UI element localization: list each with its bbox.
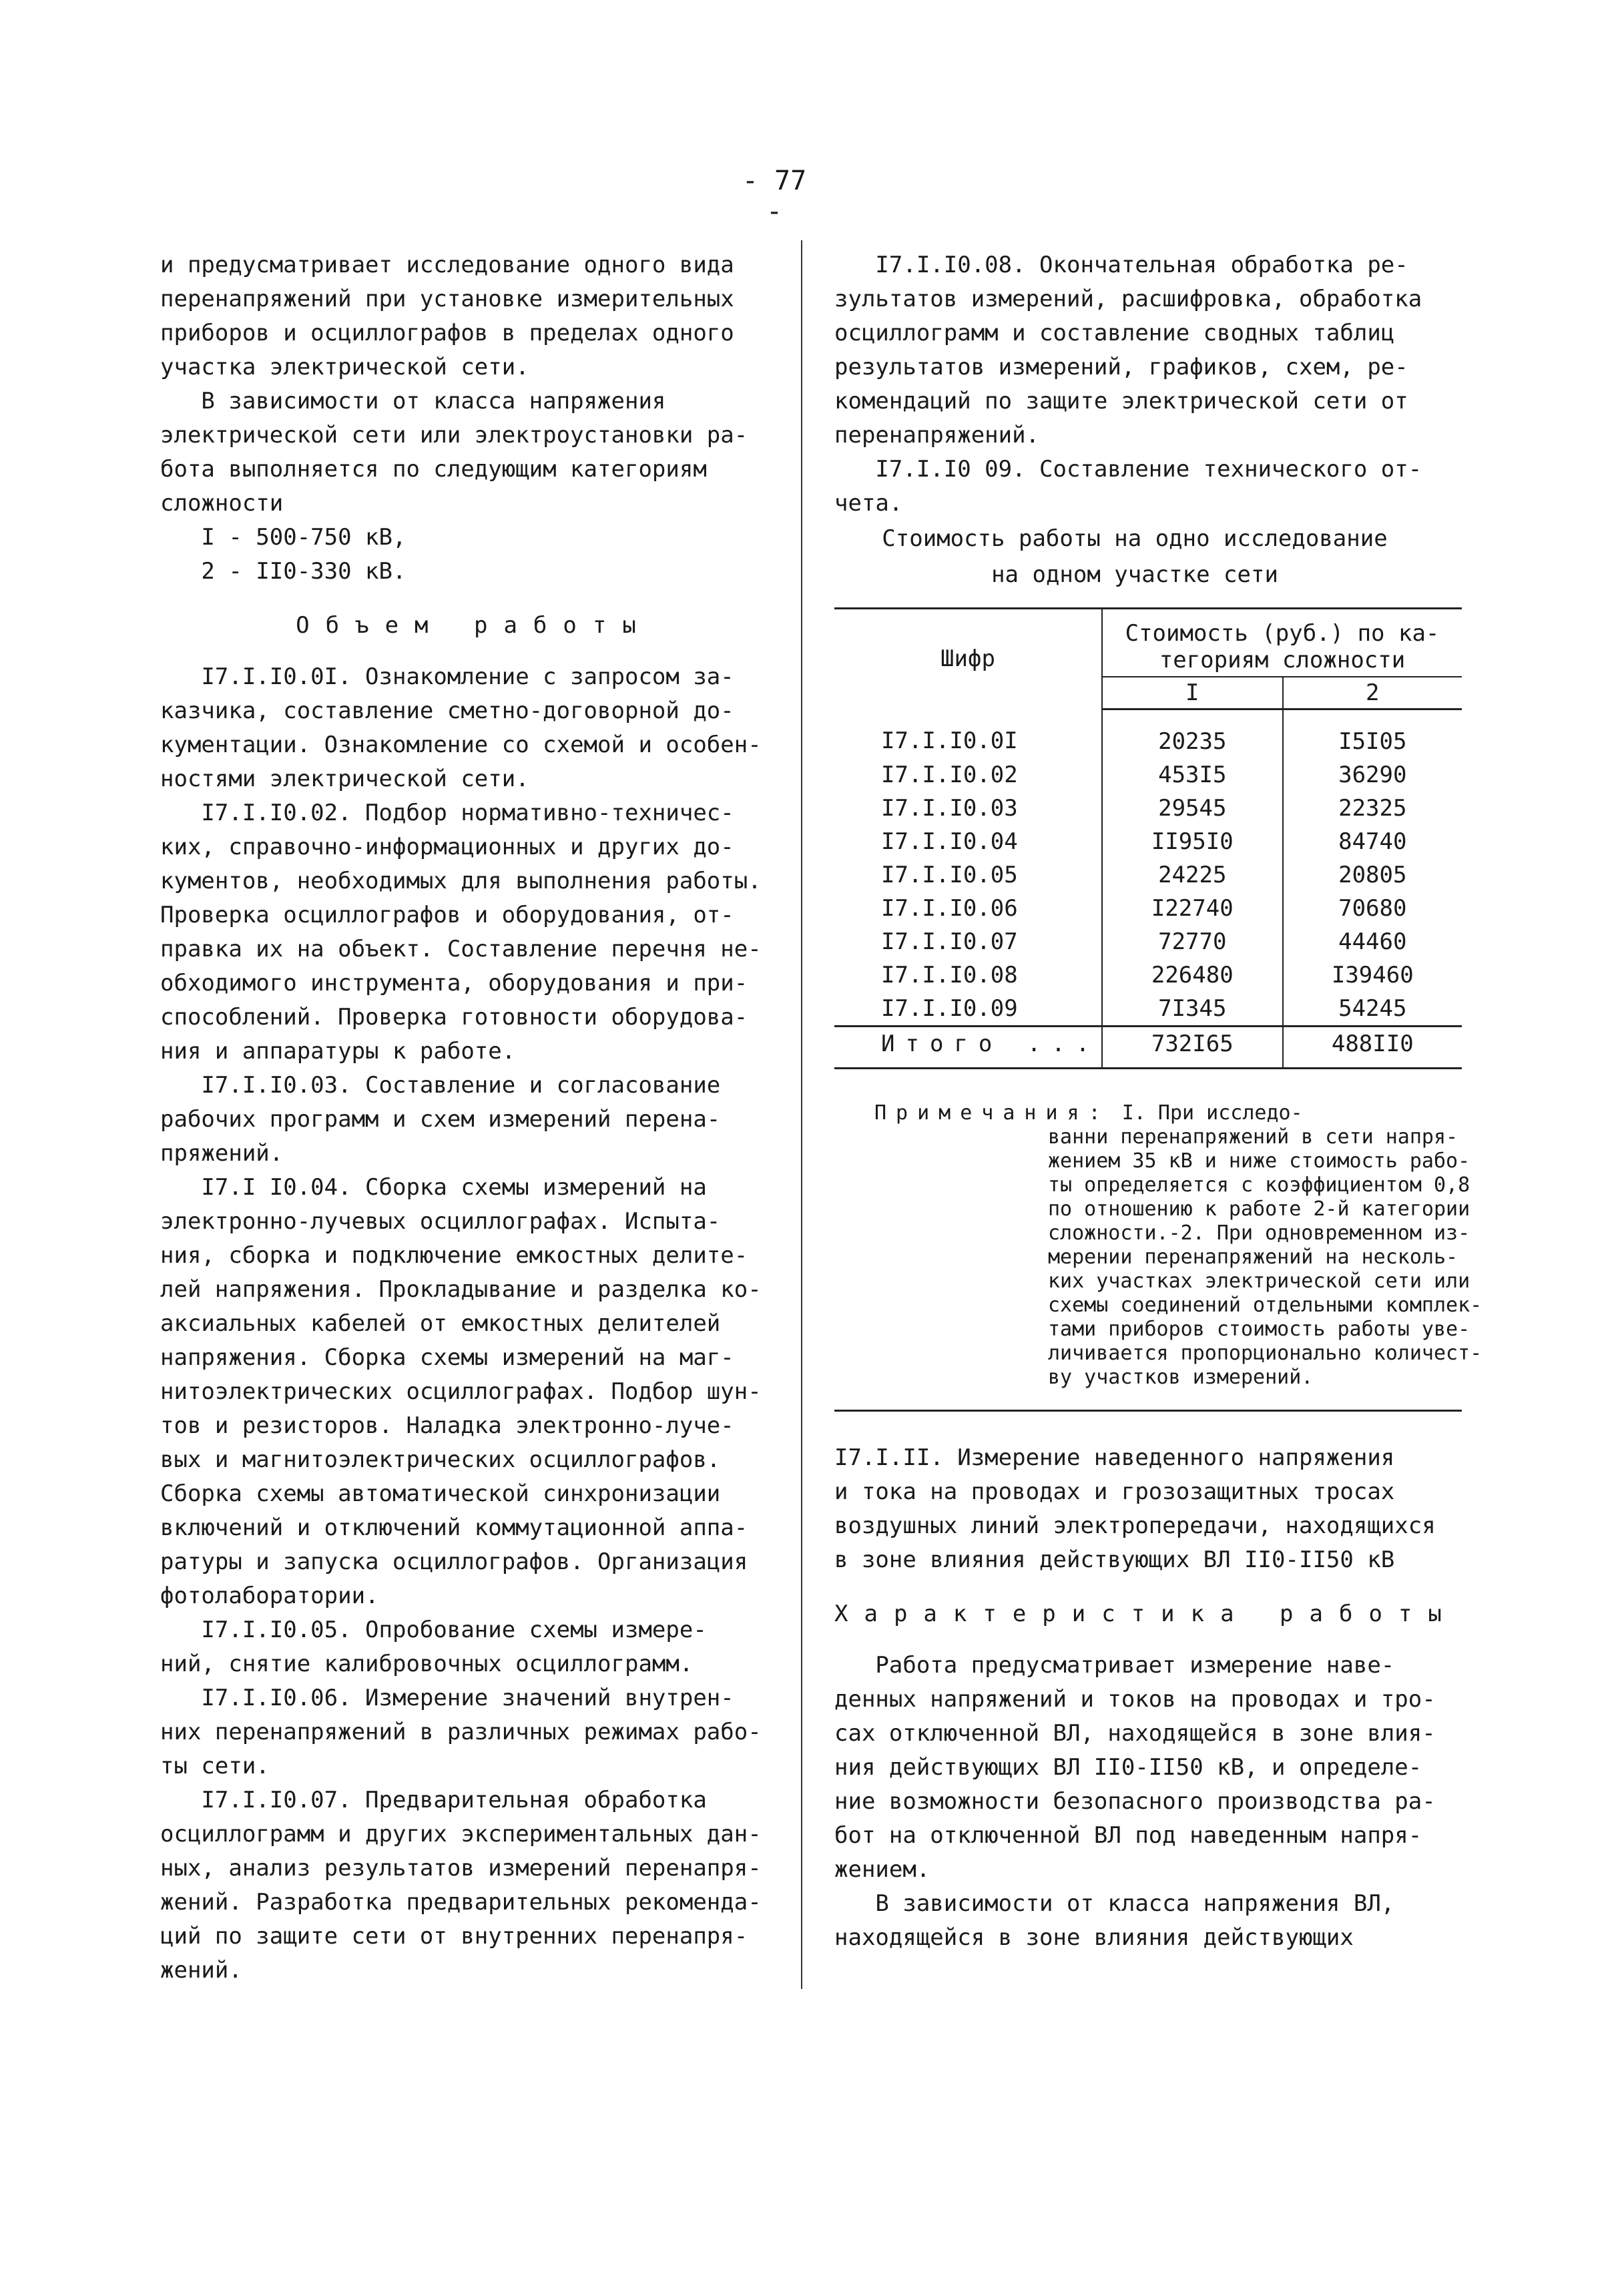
note-line: сложности.-2. При одновременном из-	[1048, 1221, 1470, 1245]
text-line: ратуры и запуска осциллографов. Организация	[160, 1548, 748, 1575]
row-code: I7.I.I0.08	[834, 958, 1102, 992]
row-cost-category-1: 7I345	[1102, 992, 1283, 1027]
text-line: сах отключенной ВЛ, находящейся в зоне влия-	[834, 1720, 1436, 1747]
text-line: находящейся в зоне влияния действующих	[834, 1924, 1354, 1951]
section-title	[834, 1441, 1435, 1577]
row-cost-category-2: I5I05	[1338, 728, 1407, 755]
text-line: лей напряжения. Прокладывание и разделка ко-	[160, 1276, 762, 1303]
note-line: ву участков измерений.	[1048, 1366, 1314, 1389]
text-line: ностями электрической сети.	[160, 766, 529, 792]
text-line: ние возможности безопасного производства ра-	[834, 1788, 1436, 1815]
row-code: I7.I.I0.04	[834, 825, 1102, 858]
work-item	[834, 248, 1435, 453]
text-line: правка их на объект. Составление перечня не-	[160, 936, 762, 962]
table-title	[834, 521, 1435, 593]
text-line: Сборка схемы автоматической синхронизации	[160, 1480, 721, 1507]
text-line: обходимого инструмента, оборудования и при-	[160, 970, 748, 996]
column-header-cost-line: Стоимость (руб.) по ка-	[1125, 620, 1440, 647]
text-line: ния действующих ВЛ II0-II50 кВ, и определе-	[834, 1754, 1422, 1781]
text-line: I7.I.I0.05. Опробование схемы измере-	[160, 1617, 707, 1643]
text-line: нитоэлектрических осциллографах. Подбор шун-	[160, 1378, 762, 1405]
note-line: жением 35 кВ и ниже стоимость рабо-	[1048, 1149, 1470, 1173]
section-heading-characteristics: Характеристика работы	[834, 1601, 1458, 1627]
text-line: бота выполняется по следующим категориям	[160, 456, 707, 483]
table-row	[834, 892, 1462, 925]
text-line: и предусматривает исследование одного вида	[160, 252, 734, 278]
total-category-1: 732I65	[1102, 1027, 1283, 1069]
right-column	[834, 248, 1482, 1955]
text-line: ты сети.	[160, 1753, 270, 1779]
text-line: ния и аппаратуры к работе.	[160, 1038, 516, 1065]
note-line: по отношению к работе 2-й категории	[1048, 1197, 1470, 1221]
table-row	[834, 992, 1462, 1027]
column-header-category-1: I	[1102, 677, 1283, 709]
table-title-line: на одном участке сети	[991, 561, 1278, 588]
work-item	[160, 1613, 788, 1681]
text-line: результатов измерений, графиков, схем, ре-	[834, 354, 1408, 380]
text-line: напряжения. Сборка схемы измерений на маг-	[160, 1344, 734, 1371]
text-line: фотолаборатории.	[160, 1583, 379, 1609]
text-line: перенапряжений.	[834, 422, 1040, 449]
text-line: ний, снятие калибровочных осциллограмм.	[160, 1651, 694, 1677]
text-line: В зависимости от класса напряжения	[160, 388, 666, 414]
paragraph	[160, 384, 788, 589]
text-line: кументов, необходимых для выполнения работы.	[160, 868, 762, 894]
row-code: I7.I.I0.06	[834, 892, 1102, 925]
text-line: в зоне влияния действующих ВЛ II0-II50 кВ	[834, 1546, 1395, 1573]
text-line: жений. Разработка предварительных рекоменда-	[160, 1889, 762, 1916]
row-cost-category-1: 453I5	[1102, 758, 1283, 792]
table-row	[834, 709, 1462, 759]
text-line: них перенапряжений в различных режимах рабо-	[160, 1719, 762, 1745]
column-header-code: Шифр	[834, 609, 1102, 709]
text-line: ких, справочно-информационных и других до-	[160, 834, 734, 860]
row-cost-category-2: 70680	[1338, 895, 1407, 922]
row-cost-category-2: 84740	[1338, 828, 1407, 855]
text-line: В зависимости от класса напряжения ВЛ,	[834, 1890, 1395, 1917]
row-cost-category-1: I22740	[1102, 892, 1283, 925]
row-cost-category-2: 54245	[1338, 995, 1407, 1022]
text-line: приборов и осциллографов в пределах одного	[160, 320, 734, 346]
table-note	[874, 1101, 1482, 1390]
row-cost-category-1: 24225	[1102, 858, 1283, 892]
column-header-category-2: 2	[1283, 677, 1462, 709]
column-divider	[801, 240, 802, 1989]
text-line: ций по защите сети от внутренних перенапря-	[160, 1923, 748, 1950]
row-code: I7.I.I0.05	[834, 858, 1102, 892]
text-line: бот на отключенной ВЛ под наведенным напря-	[834, 1822, 1422, 1849]
text-line: тов и резисторов. Наладка электронно-луче-	[160, 1412, 734, 1439]
text-line: сложности	[160, 490, 284, 517]
row-cost-category-2: 20805	[1338, 862, 1407, 888]
text-line: комендаций по защите электрической сети от	[834, 388, 1408, 414]
table-row	[834, 758, 1462, 792]
note-divider	[834, 1410, 1462, 1412]
text-line: I - 500-750 кВ,	[160, 524, 407, 551]
work-item	[160, 1783, 788, 1988]
note-label: Примечания:	[874, 1101, 1110, 1125]
text-line: I7.I.II. Измерение наведенного напряжения	[834, 1444, 1395, 1471]
row-code: I7.I.I0.03	[834, 792, 1102, 825]
work-item	[160, 1069, 788, 1171]
table-row	[834, 825, 1462, 858]
row-code: I7.I.I0.09	[834, 992, 1102, 1027]
work-item	[160, 1171, 788, 1613]
text-line: I7.I.I0.08. Окончательная обработка ре-	[834, 252, 1408, 278]
text-line: пряжений.	[160, 1140, 284, 1167]
cost-table	[834, 607, 1462, 1069]
note-line: личивается пропорционально количест-	[1048, 1342, 1482, 1365]
text-line: аксиальных кабелей от емкостных делителей	[160, 1310, 721, 1337]
text-line: I7.I.I0.0I. Ознакомление с запросом за-	[160, 663, 734, 690]
row-code: I7.I.I0.0I	[834, 709, 1102, 759]
text-line: чета.	[834, 490, 903, 517]
table-row	[834, 925, 1462, 958]
row-cost-category-2: 44460	[1338, 928, 1407, 955]
note-line: ты определяется с коэффициентом 0,8	[1048, 1173, 1470, 1197]
text-line: вых и магнитоэлектрических осциллографов.	[160, 1446, 721, 1473]
work-item	[160, 660, 788, 796]
row-cost-category-2: 22325	[1338, 795, 1407, 822]
text-line: участка электрической сети.	[160, 354, 529, 380]
left-column	[160, 248, 788, 1988]
text-line: электрической сети или электроустановки ра-	[160, 422, 748, 449]
table-title-line: Стоимость работы на одно исследование	[882, 525, 1388, 552]
note-line: мерении перенапряжений на несколь-	[1048, 1245, 1458, 1269]
text-line: I7.I.I0.07. Предварительная обработка	[160, 1787, 707, 1813]
page-number: - 77 -	[742, 166, 807, 227]
table-row	[834, 958, 1462, 992]
row-cost-category-1: 226480	[1102, 958, 1283, 992]
text-line: I7.I I0.04. Сборка схемы измерений на	[160, 1174, 707, 1201]
row-cost-category-2: 36290	[1338, 762, 1407, 788]
text-line: электронно-лучевых осциллографах. Испыта-	[160, 1208, 721, 1235]
text-line: 2 - II0-330 кВ.	[160, 558, 407, 585]
row-cost-category-2: I39460	[1331, 962, 1414, 988]
text-line: жением.	[834, 1856, 930, 1883]
text-line: I7.I.I0.02. Подбор нормативно-техничес-	[160, 800, 734, 826]
text-line: способлений. Проверка готовности оборудова-	[160, 1004, 748, 1031]
text-line: ния, сборка и подключение емкостных делите-	[160, 1242, 748, 1269]
row-cost-category-1: 20235	[1102, 709, 1283, 759]
total-label: Итого ...	[834, 1027, 1102, 1069]
text-line: включений и отключений коммутационной аппа-	[160, 1514, 748, 1541]
text-line: осциллограмм и других экспериментальных дан-	[160, 1821, 762, 1847]
row-cost-category-1: 72770	[1102, 925, 1283, 958]
note-line: ванни перенапряжений в сети напря-	[1048, 1125, 1458, 1149]
text-line: воздушных линий электропередачи, находящихся	[834, 1512, 1436, 1539]
work-item	[160, 1681, 788, 1783]
text-line: Работа предусматривает измерение наве-	[834, 1652, 1395, 1679]
row-cost-category-1: II95I0	[1102, 825, 1283, 858]
text-line: I7.I.I0 09. Составление технического от-	[834, 456, 1422, 483]
text-line: кументации. Ознакомление со схемой и особен-	[160, 732, 762, 758]
text-line: Проверка осциллографов и оборудования, от-	[160, 902, 734, 928]
total-category-2: 488II0	[1283, 1027, 1462, 1069]
section-heading-scope: Объем работы	[296, 612, 652, 639]
paragraph	[834, 1887, 1435, 1955]
text-line: жений.	[160, 1957, 242, 1984]
text-line: перенапряжений при установке измерительных	[160, 286, 734, 312]
paragraph	[834, 1649, 1435, 1887]
paragraph	[160, 248, 788, 384]
note-line: схемы соединений отдельными комплек-	[1048, 1294, 1482, 1317]
table-row	[834, 792, 1462, 825]
work-item	[834, 453, 1435, 521]
text-line: I7.I.I0.03. Составление и согласование	[160, 1072, 721, 1099]
note-line: I. При исследо-	[1109, 1101, 1303, 1125]
text-line: ных, анализ результатов измерений перенапря-	[160, 1855, 762, 1882]
text-line: рабочих программ и схем измерений перена-	[160, 1106, 721, 1133]
column-header-cost-line: тегориям сложности	[1159, 647, 1406, 673]
table-total-row	[834, 1027, 1462, 1069]
row-cost-category-1: 29545	[1102, 792, 1283, 825]
row-code: I7.I.I0.07	[834, 925, 1102, 958]
table-row	[834, 858, 1462, 892]
column-header-cost	[1102, 609, 1462, 677]
text-line: зультатов измерений, расшифровка, обработка	[834, 286, 1422, 312]
note-line: тами приборов стоимость работы уве-	[1048, 1318, 1470, 1341]
note-line: ких участках электрической сети или	[1048, 1269, 1470, 1293]
text-line: осциллограмм и составление сводных таблиц	[834, 320, 1395, 346]
text-line: I7.I.I0.06. Измерение значений внутрен-	[160, 1685, 734, 1711]
text-line: денных напряжений и токов на проводах и тро-	[834, 1686, 1436, 1713]
row-code: I7.I.I0.02	[834, 758, 1102, 792]
text-line: и тока на проводах и грозозащитных тросах	[834, 1478, 1395, 1505]
text-line: казчика, составление сметно-договорной до-	[160, 697, 734, 724]
work-item	[160, 796, 788, 1069]
